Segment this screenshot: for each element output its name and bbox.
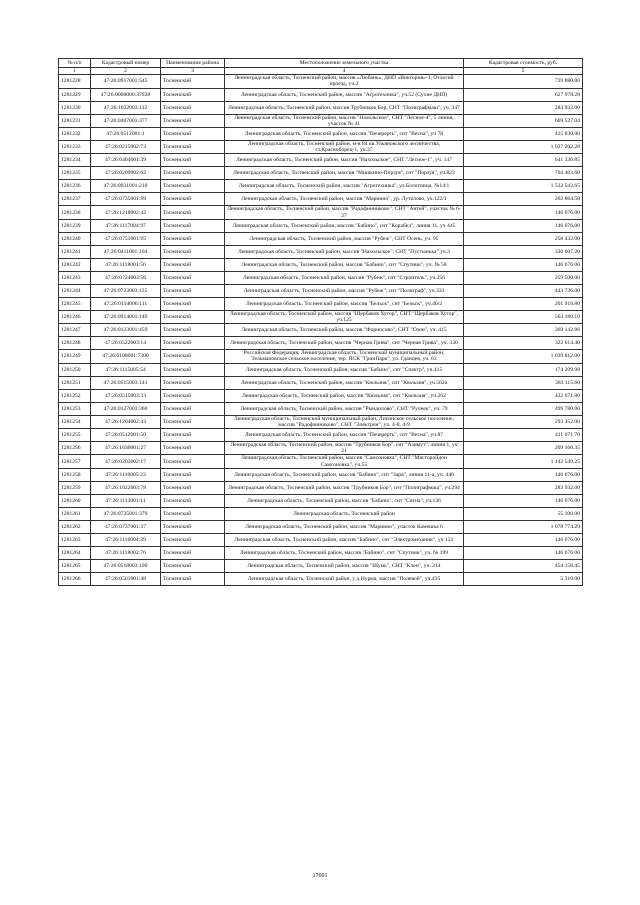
cadastral-number: 47:26:1115005:54 bbox=[91, 363, 161, 376]
table-row bbox=[59, 363, 583, 376]
land-location: Ленинградская область, Тосненский район, массив "Печерерть", снт "Весна", уч 78 bbox=[225, 128, 464, 141]
header-district: Наименование района bbox=[161, 59, 225, 68]
district-name: Тосненский bbox=[161, 310, 225, 323]
district-name: Тосненский bbox=[161, 206, 225, 219]
district-name: Тосненский bbox=[161, 101, 225, 114]
cadastral-value: 627 978.28 bbox=[464, 88, 583, 101]
row-number: 1281229 bbox=[59, 88, 91, 101]
district-name: Тосненский bbox=[161, 232, 225, 245]
district-name: Тосненский bbox=[161, 245, 225, 258]
land-location: Ленинградская область, Тосненский район, массив "Нахольское", СНТ "Лесное-1", уч. 147 bbox=[225, 154, 464, 167]
land-location: Ленинградская область, Тосненский район, массив "Рубеж", снт "Полиграф", уч.333 bbox=[225, 284, 464, 297]
table-row bbox=[59, 271, 583, 284]
district-name: Тосненский bbox=[161, 520, 225, 533]
cadastral-number: 47:26:1118002:76 bbox=[91, 546, 161, 559]
cadastral-value: 146 676.00 bbox=[464, 206, 583, 219]
cadastral-value: 432 671.80 bbox=[464, 389, 583, 402]
cadastral-number: 47:26:1022003:78 bbox=[91, 481, 161, 494]
row-number: 1281244 bbox=[59, 284, 91, 297]
row-number: 1281236 bbox=[59, 180, 91, 193]
table-row bbox=[59, 88, 583, 101]
land-location: Ленинградская область, Тосненский район, массив "Бабино", снт "Электромеханик", уч 131 bbox=[225, 533, 464, 546]
district-name: Тосненский bbox=[161, 468, 225, 481]
cadastral-number: 47:26:1030001:27 bbox=[91, 442, 161, 455]
table-row bbox=[59, 245, 583, 258]
table-row bbox=[59, 442, 583, 455]
district-name: Тосненский bbox=[161, 219, 225, 232]
row-number: 1281251 bbox=[59, 376, 91, 389]
cadastral-number: 47:26:0515003:33 bbox=[91, 389, 161, 402]
cadastral-value: 369 142.86 bbox=[464, 324, 583, 337]
cadastral-number: 47:26:0501001:48 bbox=[91, 572, 161, 585]
cadastral-value: 209 160.35 bbox=[464, 442, 583, 455]
district-name: Тосненский bbox=[161, 167, 225, 180]
land-location: Ленинградская область, Тосненский район, массив "Шумь", СНТ "Клен", уч. 214 bbox=[225, 559, 464, 572]
land-location: Ленинградская область, Тосненский район, массив "Бельск", снт "Бельск", уч.46/2 bbox=[225, 297, 464, 310]
district-name: Тосненский bbox=[161, 415, 225, 428]
cadastral-value: 1 039 812.00 bbox=[464, 350, 583, 363]
cadastral-value: 1 532 543.65 bbox=[464, 180, 583, 193]
land-location: Ленинградская область, Тосненский район, массив "Рубеж", СНТ Осень, уч. 95 bbox=[225, 232, 464, 245]
cadastral-value: 259 500.00 bbox=[464, 271, 583, 284]
cadastral-value: 1 037 202.28 bbox=[464, 141, 583, 154]
table-row bbox=[59, 494, 583, 507]
header-cadastral-value: Кадастровая стоимость, руб. bbox=[464, 59, 583, 68]
row-number: 1281252 bbox=[59, 389, 91, 402]
cadastral-number: 47:26:0724003:56 bbox=[91, 271, 161, 284]
district-name: Тосненский bbox=[161, 494, 225, 507]
land-location: Ленинградская область, Тосненский район, у д.Нурма, массив "Полевой", уч.435 bbox=[225, 572, 464, 585]
cadastral-number: 47:26:1218002:42 bbox=[91, 206, 161, 219]
land-location: Ленинградская область, Тосненский район, массив "Бабино", снт "Спутник", уч. № 199 bbox=[225, 546, 464, 559]
cadastral-value: 1 078 774.29 bbox=[464, 520, 583, 533]
row-number: 1281259 bbox=[59, 481, 91, 494]
land-location: Ленинградская область, Тосненский район, массив "Бабино", снт "Заря", линия 11-а, уч. 446 bbox=[225, 468, 464, 481]
cadastral-value: 739 880.00 bbox=[464, 75, 583, 88]
table-row bbox=[59, 546, 583, 559]
land-location: Ленинградская область, Тосненский район, массив "Рындилово", СНТ "Ручеек", уч. 79 bbox=[225, 402, 464, 415]
row-number: 1281237 bbox=[59, 193, 91, 206]
cadastral-value: 704 403.60 bbox=[464, 167, 583, 180]
district-name: Тосненский bbox=[161, 559, 225, 572]
land-location: Ленинградская область, Тосненский район, массив "Мариино", участок Камешка 6 bbox=[225, 520, 464, 533]
land-location: Ленинградская область, Тосненский район, массив Трубников Бор, СНТ "Полиграфмаш", уч. 347 bbox=[225, 101, 464, 114]
table-row bbox=[59, 193, 583, 206]
cadastral-number: 47:26:1118001:50 bbox=[91, 258, 161, 271]
land-location: Ленинградская область, Тосненский район, массив "Щербаков Хутор", СНТ "Щербаков Хутор", уч.125 bbox=[225, 310, 464, 323]
row-number: 1281248 bbox=[59, 337, 91, 350]
table-row bbox=[59, 455, 583, 468]
land-location: Ленинградская область, Тосненский район, м-в 84 кв.Ульяновского лесничества, ст.Красноборец-1, уч.37 bbox=[225, 141, 464, 154]
cadastral-value: 443 736.00 bbox=[464, 284, 583, 297]
header-row bbox=[59, 59, 583, 68]
district-name: Тосненский bbox=[161, 507, 225, 520]
cadastral-number: 47:26:0515003:141 bbox=[91, 376, 161, 389]
district-name: Тосненский bbox=[161, 75, 225, 88]
cadastral-number: 47:26:0108001:7300 bbox=[91, 350, 161, 363]
cadastral-value: 322 614.40 bbox=[464, 337, 583, 350]
cadastral-value: 201 916.80 bbox=[464, 297, 583, 310]
cadastral-number: 47:26:1117004:97 bbox=[91, 219, 161, 232]
row-number: 1281233 bbox=[59, 141, 91, 154]
cadastral-number: 47:26:0411001:104 bbox=[91, 245, 161, 258]
table-row bbox=[59, 128, 583, 141]
cadastral-value: 669 527.04 bbox=[464, 114, 583, 127]
land-location: Ленинградская область, Тосненский район, массив "Кюльзия", снт "Кюльзия", уч.562а bbox=[225, 376, 464, 389]
cadastral-number: 47:26:0917001:545 bbox=[91, 75, 161, 88]
district-name: Тосненский bbox=[161, 337, 225, 350]
row-number: 1281263 bbox=[59, 533, 91, 546]
district-name: Тосненский bbox=[161, 546, 225, 559]
row-number: 1281240 bbox=[59, 232, 91, 245]
cadastral-number: 47:26:1022003:112 bbox=[91, 101, 161, 114]
row-number: 1281256 bbox=[59, 442, 91, 455]
row-number: 1281254 bbox=[59, 415, 91, 428]
row-number: 1281234 bbox=[59, 154, 91, 167]
table-header bbox=[59, 59, 583, 75]
table-row bbox=[59, 180, 583, 193]
row-number: 1281264 bbox=[59, 546, 91, 559]
land-location: Ленинградская область, Тосненский район, массив "Форносово", СНТ "Озон", уч. 415 bbox=[225, 324, 464, 337]
district-name: Тосненский bbox=[161, 193, 225, 206]
district-name: Тосненский bbox=[161, 128, 225, 141]
header-cadastral-number: Кадастровый номер bbox=[91, 59, 161, 68]
cadastral-value: 454 158.45 bbox=[464, 559, 583, 572]
cadastral-value: 262 864.58 bbox=[464, 193, 583, 206]
land-location: Ленинградская область, Тосненский район, массив "Нахольское", СНТ "Пустынька" уч.3 bbox=[225, 245, 464, 258]
district-name: Тосненский bbox=[161, 350, 225, 363]
column-number-1: 1 bbox=[59, 68, 91, 75]
cadastral-value: 174 209.98 bbox=[464, 363, 583, 376]
cadastral-value: 146 676.00 bbox=[464, 468, 583, 481]
row-number: 1281245 bbox=[59, 297, 91, 310]
row-number: 1281255 bbox=[59, 429, 91, 442]
district-name: Тосненский bbox=[161, 363, 225, 376]
district-name: Тосненский bbox=[161, 429, 225, 442]
cadastral-value-table bbox=[58, 58, 583, 586]
district-name: Тосненский bbox=[161, 481, 225, 494]
cadastral-value: 415 830.00 bbox=[464, 128, 583, 141]
cadastral-number: 47:26:1204002:43 bbox=[91, 415, 161, 428]
land-location: Ленинградская область, Тосненский муниципальный район, Лисинское сельское поселение, массив "Радофинниково", СНТ "Электрон", уч. 4-8, 4-9 bbox=[225, 415, 464, 428]
cadastral-value: 293 352.00 bbox=[464, 415, 583, 428]
cadastral-number: 47:26:0407001:377 bbox=[91, 114, 161, 127]
row-number: 1281257 bbox=[59, 455, 91, 468]
cadastral-value: 55 100.00 bbox=[464, 507, 583, 520]
land-location: Ленинградская область, Тосненский район, массив "Трубников Бор", снт "Азимут", линия 1, уч 21 bbox=[225, 442, 464, 455]
table-row bbox=[59, 572, 583, 585]
cadastral-number: 47:26:0209002:62 bbox=[91, 167, 161, 180]
cadastral-value: 258 432.00 bbox=[464, 232, 583, 245]
cadastral-number: 47:26:0404001:39 bbox=[91, 154, 161, 167]
table-row bbox=[59, 337, 583, 350]
row-number: 1281250 bbox=[59, 363, 91, 376]
table-row bbox=[59, 258, 583, 271]
cadastral-value: 5 310.00 bbox=[464, 572, 583, 585]
land-location: Ленинградская область, Тосненский район, массив "Бабино", снт "Сигна", уч.136 bbox=[225, 494, 464, 507]
row-number: 1281258 bbox=[59, 468, 91, 481]
table-row bbox=[59, 520, 583, 533]
cadastral-value: 499 780.00 bbox=[464, 402, 583, 415]
cadastral-number: 47:26:0512001:1 bbox=[91, 128, 161, 141]
cadastral-number: 47:26:1113001:11 bbox=[91, 494, 161, 507]
district-name: Тосненский bbox=[161, 88, 225, 101]
land-location: Ленинградская область, Тосненский район, массив "Кюльзия", снт "Кюльзия", уч.262 bbox=[225, 389, 464, 402]
row-number: 1281253 bbox=[59, 402, 91, 415]
cadastral-value: 283 932.00 bbox=[464, 101, 583, 114]
table-row bbox=[59, 310, 583, 323]
column-number-5: 5 bbox=[464, 68, 583, 75]
cadastral-number: 47:26:0735001:379 bbox=[91, 507, 161, 520]
table-row bbox=[59, 141, 583, 154]
district-name: Тосненский bbox=[161, 455, 225, 468]
land-location: Ленинградская область, Тосненский район, массив "Агротехника", ул.Болотница, №14/1 bbox=[225, 180, 464, 193]
land-location: Ленинградская область, Тосненский район, массив "Черная Грива", снт "Черная Грива", уч. 330 bbox=[225, 337, 464, 350]
row-number: 1281262 bbox=[59, 520, 91, 533]
district-name: Тосненский bbox=[161, 402, 225, 415]
table-row bbox=[59, 468, 583, 481]
cadastral-value: 283 932.00 bbox=[464, 481, 583, 494]
table-row bbox=[59, 114, 583, 127]
row-number: 1281231 bbox=[59, 114, 91, 127]
cadastral-number: 47:26:0735001:99 bbox=[91, 193, 161, 206]
cadastral-number: 47:26:0203002:17 bbox=[91, 455, 161, 468]
table-row bbox=[59, 533, 583, 546]
row-number: 1281261 bbox=[59, 507, 91, 520]
row-number: 1281243 bbox=[59, 271, 91, 284]
row-number: 1281230 bbox=[59, 101, 91, 114]
cadastral-value: 146 676.00 bbox=[464, 258, 583, 271]
cadastral-number: 47:26:0134006:111 bbox=[91, 297, 161, 310]
column-number-4: 4 bbox=[225, 68, 464, 75]
table-row bbox=[59, 101, 583, 114]
column-number-row bbox=[59, 68, 583, 75]
land-location: Ленинградская область, Тосненский район, массив "Бабино", снт "Спектр", уч.415 bbox=[225, 363, 464, 376]
table-row bbox=[59, 284, 583, 297]
district-name: Тосненский bbox=[161, 442, 225, 455]
table-row bbox=[59, 297, 583, 310]
cadastral-value: 641 336.85 bbox=[464, 154, 583, 167]
column-number-3: 3 bbox=[161, 68, 225, 75]
table-row bbox=[59, 167, 583, 180]
table-row bbox=[59, 415, 583, 428]
cadastral-number: 47:26:0123001:459 bbox=[91, 324, 161, 337]
land-location: Ленинградская область, Тосненский район, массив "Радофинниково", СНТ "Антей", участок № 6-27 bbox=[225, 206, 464, 219]
district-name: Тосненский bbox=[161, 258, 225, 271]
district-name: Тосненский bbox=[161, 533, 225, 546]
cadastral-value: 146 676.00 bbox=[464, 533, 583, 546]
table-row bbox=[59, 429, 583, 442]
table-row bbox=[59, 507, 583, 520]
land-location: Ленинградская область, Тосненский район, массив "Рубеж", снт "Строитель", уч.256 bbox=[225, 271, 464, 284]
cadastral-value: 411 671.70 bbox=[464, 429, 583, 442]
cadastral-number: 47:26:1116004:39 bbox=[91, 533, 161, 546]
cadastral-number: 47:26:0518003:100 bbox=[91, 559, 161, 572]
land-location: Ленинградская область, Тосненский район, массив "Бабино", снт "Спутник", уч. № 58 bbox=[225, 258, 464, 271]
district-name: Тосненский bbox=[161, 141, 225, 154]
cadastral-value: 1 142 549.25 bbox=[464, 455, 583, 468]
cadastral-number: 47:26:0751001:95 bbox=[91, 232, 161, 245]
table-row bbox=[59, 324, 583, 337]
table-row bbox=[59, 232, 583, 245]
row-number: 1281242 bbox=[59, 258, 91, 271]
land-location: Ленинградская область, Тосненский район, массив "Печерерть", снт "Весна", уч.87 bbox=[225, 429, 464, 442]
row-number: 1281235 bbox=[59, 167, 91, 180]
table-row bbox=[59, 350, 583, 363]
header-number: № п/п bbox=[59, 59, 91, 68]
land-location: Ленинградская область, Тосненский район, массив "Самсоновка", СНТ "Мясторойдон Самсоновка", уч.55 bbox=[225, 455, 464, 468]
district-name: Тосненский bbox=[161, 572, 225, 585]
cadastral-number: 47:26:0914001:140 bbox=[91, 310, 161, 323]
land-location: Российская Федерация, Ленинградская область, Тосненский муниципальный район, Тельмановское сельское поселение, тер. ПСК "ГринПарк", ул. Гданцев, уч. 63 bbox=[225, 350, 464, 363]
table-row bbox=[59, 206, 583, 219]
district-name: Тосненский bbox=[161, 114, 225, 127]
district-name: Тосненский bbox=[161, 154, 225, 167]
row-number: 1281228 bbox=[59, 75, 91, 88]
header-location: Местоположение земельного участка bbox=[225, 59, 464, 68]
row-number: 1281249 bbox=[59, 350, 91, 363]
district-name: Тосненский bbox=[161, 376, 225, 389]
land-location: Ленинградская область, Тосненский район, массив "Бабино", снт "Корабел", линия 11, уч 445 bbox=[225, 219, 464, 232]
cadastral-value: 563 180.10 bbox=[464, 310, 583, 323]
cadastral-number: 47:26:0000000:37928 bbox=[91, 88, 161, 101]
district-name: Тосненский bbox=[161, 324, 225, 337]
land-location: Ленинградская область, Тосненский район, массив "Трубников Бор", снт "Полиграфмаш", уч.294 bbox=[225, 481, 464, 494]
cadastral-number: 47:26:0931001:210 bbox=[91, 180, 161, 193]
page-number: 17601 bbox=[312, 873, 328, 879]
table-row bbox=[59, 481, 583, 494]
column-number-2: 2 bbox=[91, 68, 161, 75]
district-name: Тосненский bbox=[161, 389, 225, 402]
district-name: Тосненский bbox=[161, 297, 225, 310]
row-number: 1281266 bbox=[59, 572, 91, 585]
row-number: 1281232 bbox=[59, 128, 91, 141]
district-name: Тосненский bbox=[161, 284, 225, 297]
land-location: Ленинградская область, Тосненский район, массив "Мишкино-Порзуя", снт "Порзуя", уч.823 bbox=[225, 167, 464, 180]
table-row bbox=[59, 75, 583, 88]
table-row bbox=[59, 389, 583, 402]
row-number: 1281246 bbox=[59, 310, 91, 323]
row-number: 1281238 bbox=[59, 206, 91, 219]
land-location: Ленинградская область, Тосненский район, массив "Нахольское", СНТ "Лесное-4", 5 линия, участок № 41 bbox=[225, 114, 464, 127]
table-row bbox=[59, 559, 583, 572]
table-row bbox=[59, 402, 583, 415]
cadastral-number: 47:26:0127001:360 bbox=[91, 402, 161, 415]
land-location: Ленинградская область, Тосненский район, массив "Мариино", ур. Лутолово, уч.122/1 bbox=[225, 193, 464, 206]
row-number: 1281265 bbox=[59, 559, 91, 572]
cadastral-number: 47:26:0512001:50 bbox=[91, 429, 161, 442]
cadastral-number: 47:26:0737001:37 bbox=[91, 520, 161, 533]
cadastral-value: 146 676.00 bbox=[464, 219, 583, 232]
row-number: 1281260 bbox=[59, 494, 91, 507]
row-number: 1281247 bbox=[59, 324, 91, 337]
land-location: Ленинградская область, Тосненский район, массив "Агротехника", уч.52 (Сухие ДНП) bbox=[225, 88, 464, 101]
table-body bbox=[59, 75, 583, 586]
cadastral-value: 383 115.60 bbox=[464, 376, 583, 389]
cadastral-number: 47:26:0522003:14 bbox=[91, 337, 161, 350]
table-row bbox=[59, 219, 583, 232]
cadastral-number: 47:26:0215002:73 bbox=[91, 141, 161, 154]
district-name: Тосненский bbox=[161, 180, 225, 193]
table-row bbox=[59, 376, 583, 389]
row-number: 1281239 bbox=[59, 219, 91, 232]
cadastral-value: 330 607.20 bbox=[464, 245, 583, 258]
row-number: 1281241 bbox=[59, 245, 91, 258]
cadastral-number: 47:26:0723003:135 bbox=[91, 284, 161, 297]
cadastral-value: 146 676.00 bbox=[464, 494, 583, 507]
land-location: Ленинградская область, Тосненский район bbox=[225, 507, 464, 520]
cadastral-number: 47:26:1110005:23 bbox=[91, 468, 161, 481]
table-row bbox=[59, 154, 583, 167]
cadastral-value: 146 676.00 bbox=[464, 546, 583, 559]
district-name: Тосненский bbox=[161, 271, 225, 284]
land-location: Ленинградская область, Тосненский район, массив «Любань», ДНП «Виктория»-1, Отлогий проезд, уч.2 bbox=[225, 75, 464, 88]
